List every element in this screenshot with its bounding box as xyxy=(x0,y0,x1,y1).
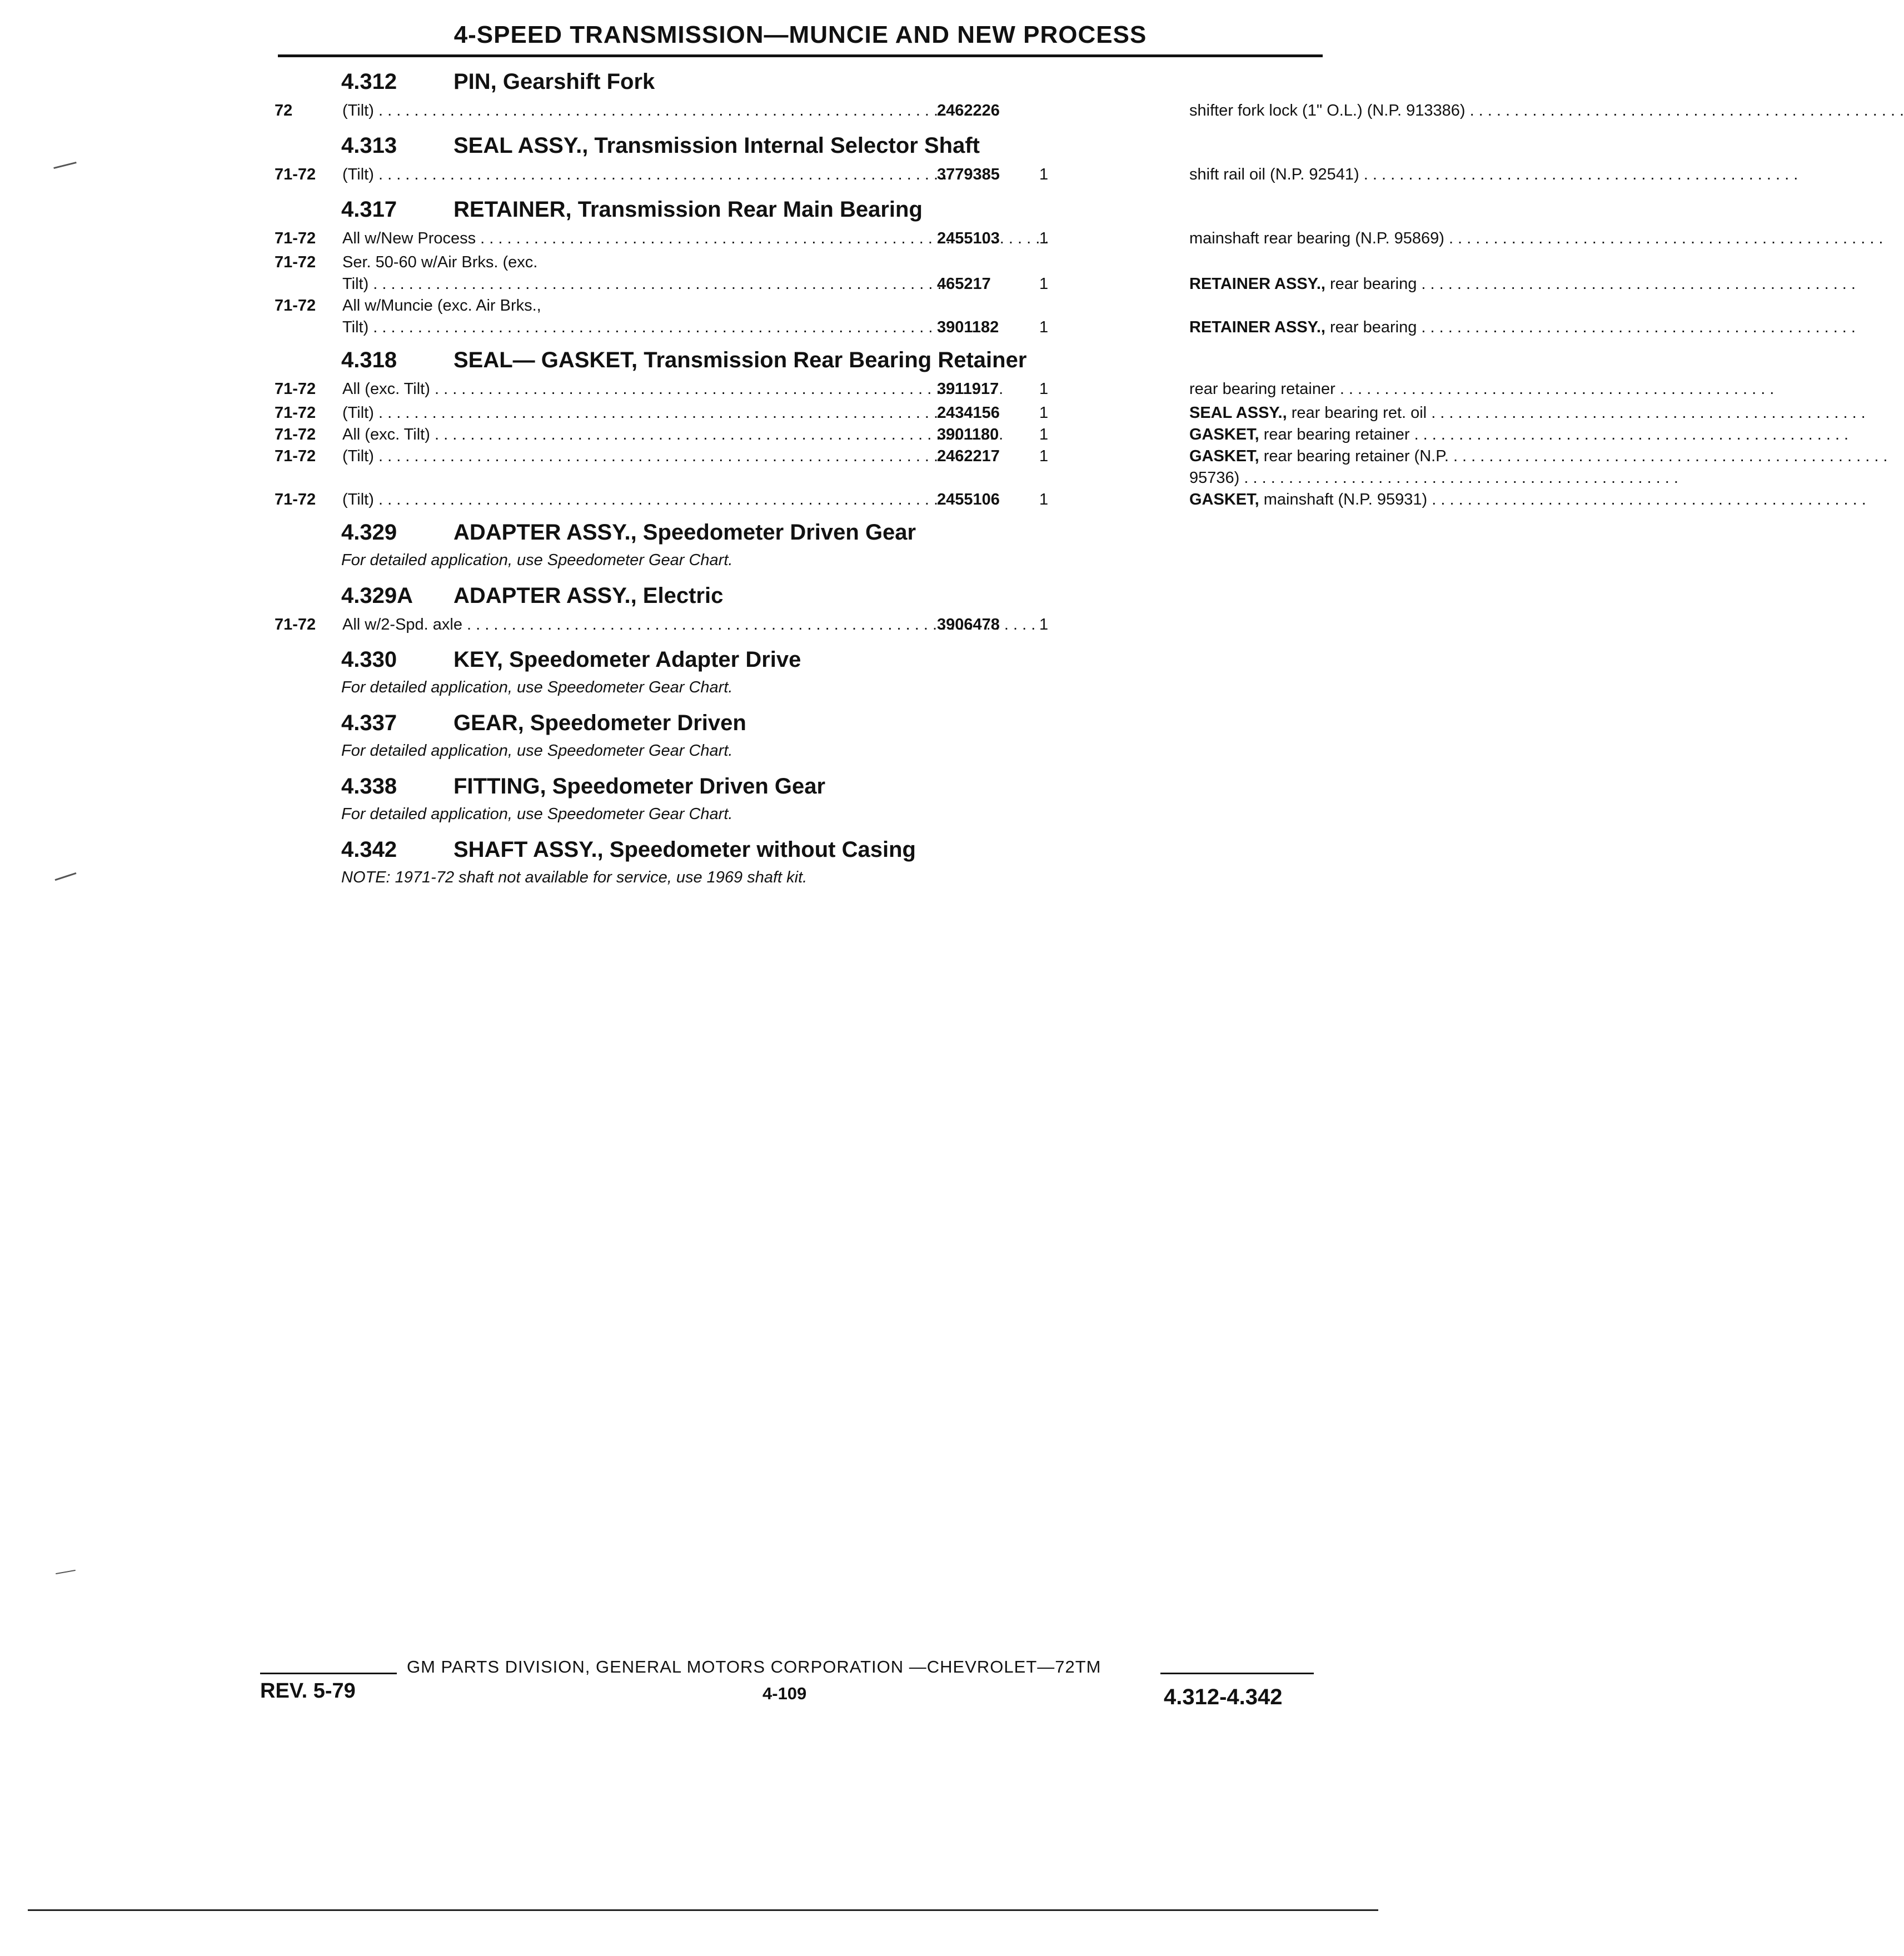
scan-mark xyxy=(56,1570,76,1574)
table-row xyxy=(267,252,1328,273)
model-years: 71-72 xyxy=(275,166,316,183)
model-years: 71-72 xyxy=(275,491,316,508)
section-name: KEY, Speedometer Adapter Drive xyxy=(453,647,801,672)
part-remark xyxy=(1189,317,1589,338)
section-name: SHAFT ASSY., Speedometer without Casing xyxy=(453,837,916,862)
section-note: For detailed application, use Speedometer Gear Chart. xyxy=(341,805,733,823)
part-remark-name: RETAINER ASSY., xyxy=(1189,275,1325,293)
section-number: 4.337 xyxy=(341,711,397,735)
section-name: PIN, Gearshift Fork xyxy=(453,69,655,94)
part-remark-text: 95736) xyxy=(1189,469,1240,487)
part-remark-name: GASKET, xyxy=(1189,447,1259,465)
table-row xyxy=(267,376,1335,402)
part-number: 465217 xyxy=(937,275,991,293)
section-heading xyxy=(267,124,1328,162)
section-name: RETAINER, Transmission Rear Main Bearing xyxy=(453,197,923,222)
model-years: 71-72 xyxy=(275,380,316,398)
part-number: 2455103 xyxy=(937,229,1000,247)
quantity: 1 xyxy=(1039,616,1049,633)
application-description: All w/New Process . . . xyxy=(342,226,893,252)
table-row xyxy=(267,424,1410,446)
quantity: 1 xyxy=(1039,447,1049,465)
table-row xyxy=(267,226,1444,252)
page-number: 4-109 xyxy=(762,1684,807,1703)
model-years: 71-72 xyxy=(275,616,316,633)
application-description: All (exc. Tilt) . . . xyxy=(342,424,893,446)
part-remark-name: GASKET, xyxy=(1189,426,1259,443)
section-note: For detailed application, use Speedometer Gear Chart. xyxy=(341,678,733,696)
page-title: 4-SPEED TRANSMISSION—MUNCIE AND NEW PROCESS xyxy=(453,21,1147,48)
part-remark-text: shifter fork lock (1" O.L.) (N.P. 913386) xyxy=(1189,102,1466,119)
application-description: (Tilt) . . . xyxy=(342,162,893,188)
section-number: 4.342 xyxy=(341,837,397,862)
part-number: 2434156 xyxy=(937,404,1000,422)
application-description: Tilt) . . . xyxy=(342,317,893,338)
part-remark xyxy=(1189,162,1589,188)
table-row xyxy=(267,162,1359,188)
parts-list xyxy=(267,60,1466,891)
application-description: (Tilt) . . . xyxy=(342,402,893,424)
table-row xyxy=(267,489,1428,511)
quantity: 1 xyxy=(1039,404,1049,422)
section-name: SEAL— GASKET, Transmission Rear Bearing Retainer xyxy=(453,348,1027,372)
part-number: 3901182 xyxy=(937,318,999,336)
revision-label: REV. 5-79 xyxy=(260,1679,356,1703)
section-heading xyxy=(267,765,1328,802)
application-description: (Tilt) . . . xyxy=(342,446,893,467)
section-note: For detailed application, use Speedometer Gear Chart. xyxy=(341,742,733,760)
part-number: 3779385 xyxy=(937,166,1000,183)
model-years: 71-72 xyxy=(275,426,316,443)
table-row xyxy=(267,402,1427,424)
part-remark-text: rear bearing retainer xyxy=(1259,426,1410,443)
section-name: ADAPTER ASSY., Speedometer Driven Gear xyxy=(453,520,916,545)
quantity: 1 xyxy=(1039,275,1049,293)
quantity: 1 xyxy=(1039,491,1049,508)
section-number: 4.329 xyxy=(341,520,397,545)
section-note: NOTE: 1971-72 shaft not available for service, use 1969 shaft kit. xyxy=(341,869,808,886)
table-row xyxy=(267,295,1328,317)
section-number: 4.329A xyxy=(341,583,413,608)
model-years: 71-72 xyxy=(275,447,316,465)
part-remark xyxy=(1189,376,1589,402)
scan-mark xyxy=(55,872,77,881)
part-remark-text: mainshaft (N.P. 95931) xyxy=(1259,491,1428,508)
section-number: 4.330 xyxy=(341,647,397,672)
part-remark xyxy=(1189,402,1589,424)
section-heading xyxy=(267,638,1328,676)
table-row xyxy=(267,467,1328,489)
scan-mark xyxy=(53,162,76,169)
part-remark-text: rear bearing ret. oil xyxy=(1287,404,1427,422)
table-row xyxy=(267,317,1417,338)
section-note: For detailed application, use Speedometer Gear Chart. xyxy=(341,551,733,569)
part-remark-name: SEAL ASSY., xyxy=(1189,404,1287,422)
section-number: 4.312 xyxy=(341,69,397,94)
section-number: 4.338 xyxy=(341,774,397,799)
part-remark xyxy=(1189,98,1589,124)
part-remark xyxy=(1189,273,1589,295)
part-remark-text: rear bearing xyxy=(1325,318,1417,336)
section-name: FITTING, Speedometer Driven Gear xyxy=(453,774,826,799)
footer-publisher: GM PARTS DIVISION, GENERAL MOTORS CORPORATION —CHEVROLET—72TM xyxy=(407,1657,1101,1676)
part-remark xyxy=(1189,489,1589,511)
section-heading xyxy=(267,188,1328,226)
table-row xyxy=(267,273,1417,295)
section-heading xyxy=(267,828,1328,866)
section-heading xyxy=(267,701,1328,739)
title-rule xyxy=(278,54,1323,57)
section-heading xyxy=(267,338,1328,376)
part-remark xyxy=(1189,424,1589,446)
section-number: 4.317 xyxy=(341,197,397,222)
application-description: (Tilt) . . . xyxy=(342,489,893,511)
table-row xyxy=(267,446,1449,467)
model-years: 71-72 xyxy=(275,229,316,247)
section-heading xyxy=(267,511,1328,548)
application-description: All w/2-Spd. axle . . . xyxy=(342,612,893,638)
table-row xyxy=(267,98,1466,124)
quantity: 1 xyxy=(1039,229,1049,247)
part-remark xyxy=(1189,467,1589,489)
part-remark-text: rear bearing retainer xyxy=(1189,380,1335,398)
application-description: (Tilt) . . . xyxy=(342,98,893,124)
application-description: Ser. 50-60 w/Air Brks. (exc. xyxy=(342,253,538,271)
section-heading xyxy=(267,60,1328,98)
application-description: All w/Muncie (exc. Air Brks., xyxy=(342,297,541,315)
part-remark-text: rear bearing retainer (N.P. xyxy=(1259,447,1449,465)
quantity: 1 xyxy=(1039,426,1049,443)
section-name: ADAPTER ASSY., Electric xyxy=(453,583,724,608)
section-number: 4.313 xyxy=(341,133,397,158)
model-years: 71-72 xyxy=(275,297,316,315)
part-number: 2462217 xyxy=(937,447,1000,465)
footer-right-rule xyxy=(1160,1673,1314,1674)
part-remark xyxy=(1189,446,1589,467)
model-years: 72 xyxy=(275,102,293,119)
application-description: All (exc. Tilt) . . . xyxy=(342,376,893,402)
section-name: GEAR, Speedometer Driven xyxy=(453,711,746,735)
part-number: 3901180 xyxy=(937,426,999,443)
part-number: 3906478 xyxy=(937,616,1000,633)
quantity: 1 xyxy=(1039,380,1049,398)
quantity: 1 xyxy=(1039,166,1049,183)
footer-left-rule xyxy=(260,1673,397,1674)
quantity: 1 xyxy=(1039,318,1049,336)
part-remark-name: GASKET, xyxy=(1189,491,1259,508)
section-heading xyxy=(267,574,1328,612)
section-number: 4.318 xyxy=(341,348,397,372)
part-remark-text: rear bearing xyxy=(1325,275,1417,293)
part-remark xyxy=(1189,226,1589,252)
part-remark-text: shift rail oil (N.P. 92541) xyxy=(1189,166,1359,183)
bottom-rule xyxy=(28,1909,1378,1911)
section-name: SEAL ASSY., Transmission Internal Selector Shaft xyxy=(453,133,980,158)
part-number: 2455106 xyxy=(937,491,1000,508)
application-description: Tilt) . . . xyxy=(342,273,893,295)
model-years: 71-72 xyxy=(275,404,316,422)
part-remark-name: RETAINER ASSY., xyxy=(1189,318,1325,336)
part-number: 2462226 xyxy=(937,102,1000,119)
part-remark-text: mainshaft rear bearing (N.P. 95869) xyxy=(1189,229,1444,247)
model-years: 71-72 xyxy=(275,253,316,271)
table-row xyxy=(267,612,1328,638)
part-number: 3911917 xyxy=(937,380,999,398)
section-range: 4.312-4.342 xyxy=(1164,1685,1283,1709)
